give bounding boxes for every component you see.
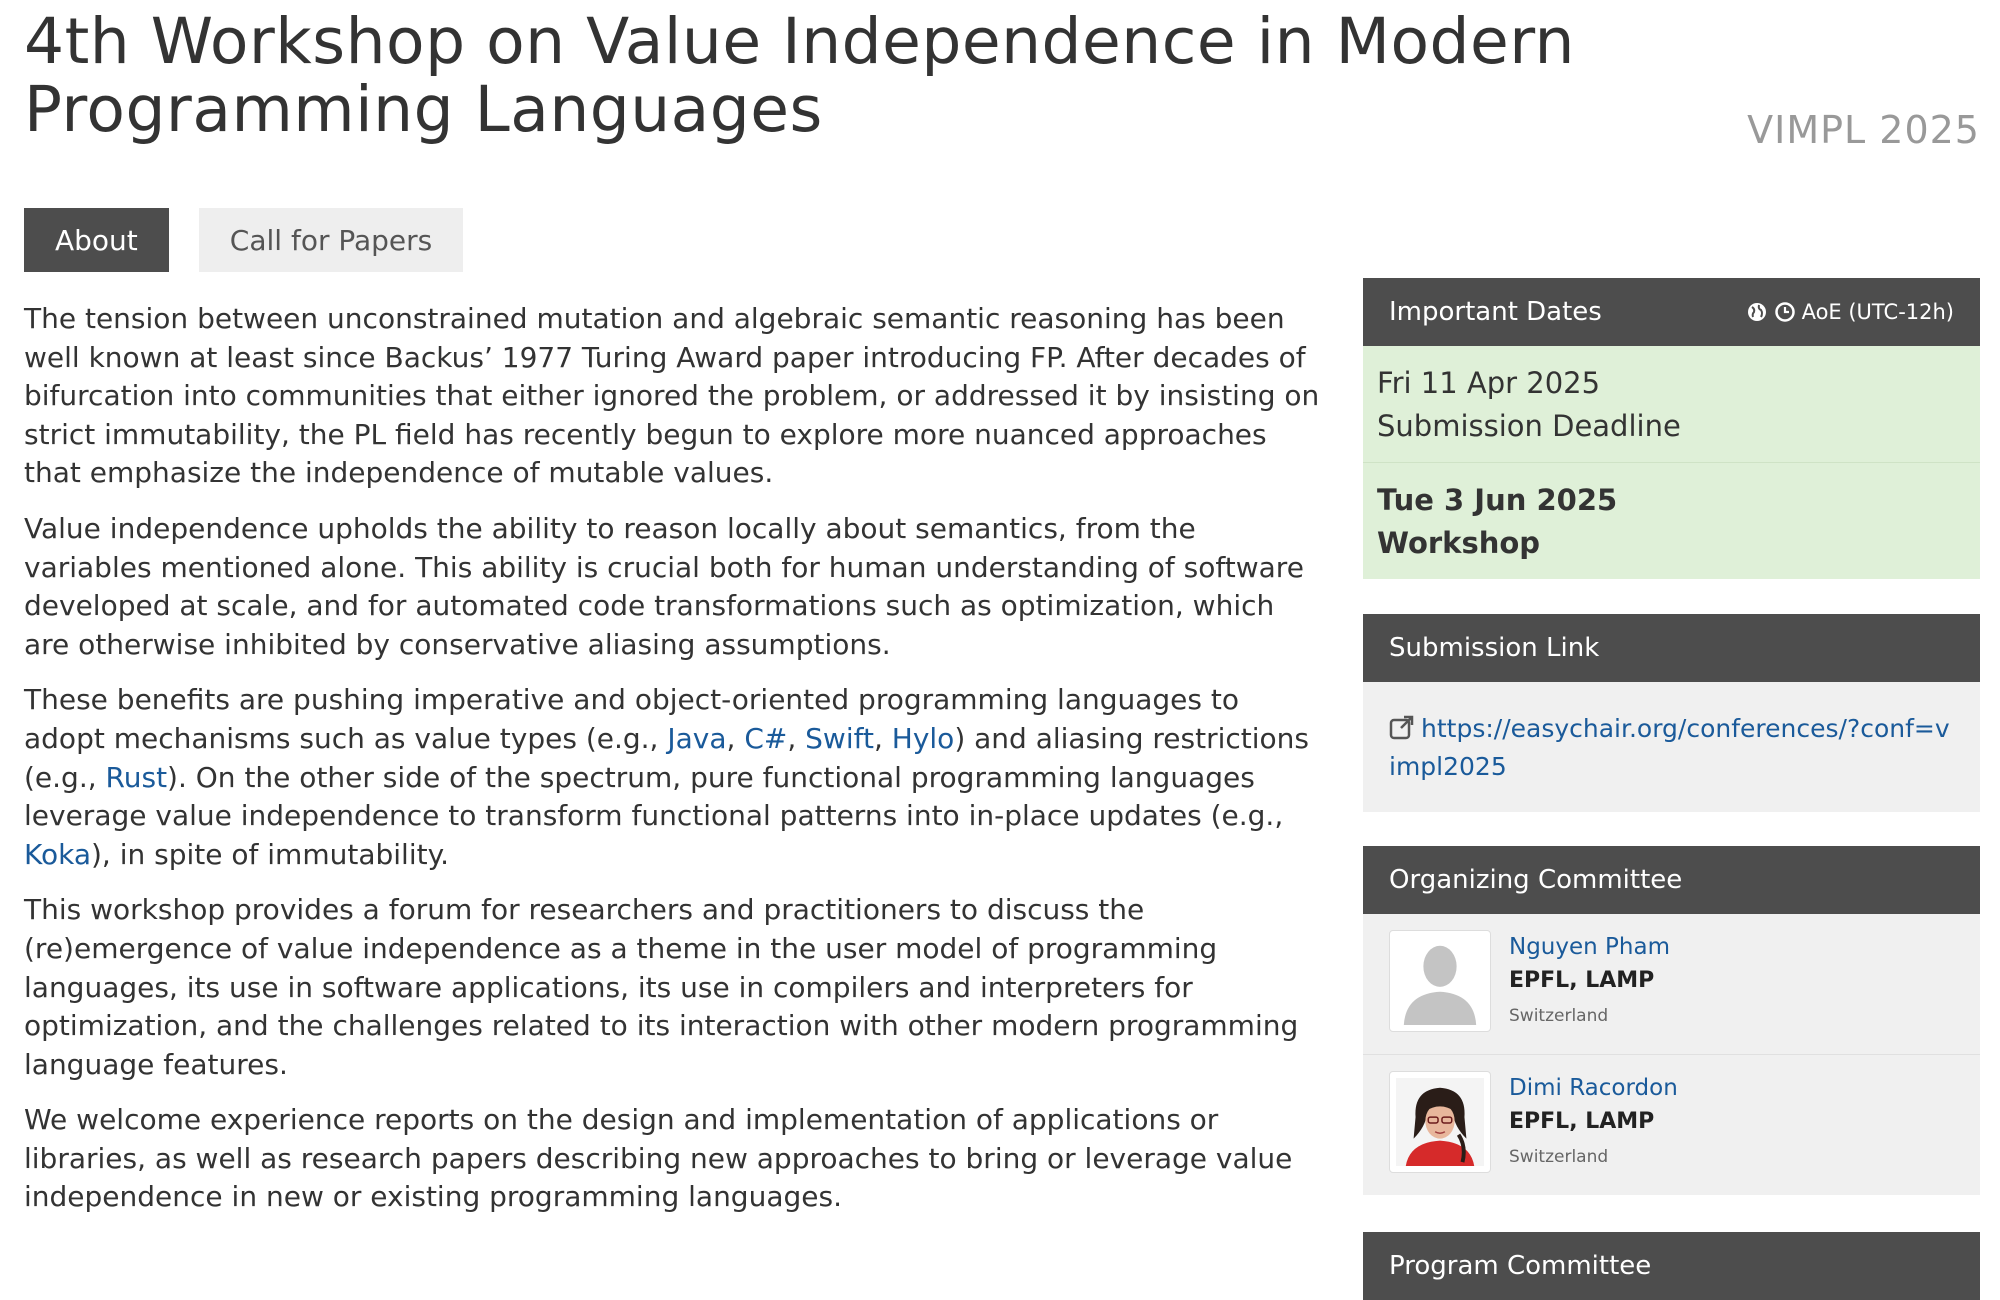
paragraph-text: ), in spite of immutability.: [90, 837, 450, 871]
date-item-submission[interactable]: [1363, 346, 1980, 462]
committee-member: [1363, 1054, 1980, 1195]
program-committee-title: Program Committee: [1389, 1251, 1652, 1281]
member-affiliation: EPFL, LAMP: [1509, 1109, 1655, 1134]
link-hylo[interactable]: Hylo: [891, 721, 955, 755]
organizing-committee-title: Organizing Committee: [1389, 865, 1683, 895]
member-affiliation: EPFL, LAMP: [1509, 968, 1655, 993]
program-committee-header: [1363, 1232, 1980, 1300]
tab-call-for-papers[interactable]: Call for Papers: [199, 208, 463, 272]
link-koka[interactable]: Koka: [24, 837, 91, 871]
paragraph-text: These benefits are pushing imperative and object-oriented programming languages to adopt mechanisms such as value types (e.g.,: [24, 683, 1239, 755]
organizing-committee-header: [1363, 846, 1980, 914]
tab-bar: [24, 208, 463, 272]
about-content: [24, 300, 1324, 1234]
member-name-link[interactable]: Dimi Racordon: [1509, 1075, 1678, 1101]
tab-about[interactable]: About: [24, 208, 169, 272]
clock-icon: [1774, 301, 1796, 323]
link-csharp[interactable]: C#: [744, 721, 788, 755]
link-swift[interactable]: Swift: [805, 721, 874, 755]
member-info: [1509, 930, 1670, 1034]
date-value: Tue 3 Jun 2025: [1377, 483, 1618, 517]
member-country: Switzerland: [1509, 1147, 1609, 1167]
submission-link-title: Submission Link: [1389, 633, 1600, 663]
member-country: Switzerland: [1509, 1006, 1609, 1026]
about-paragraph-1: The tension between unconstrained mutation and algebraic semantic reasoning has been well known at least since Backus’ 1977 Turing Award paper introducing FP. After decades of bifurcation into communities that either ignored the problem, or addressed it by insisting on strict immutability, the PL field has recently begun to explore more nuanced approaches that emphasize the independence of mutable values.: [24, 302, 1320, 490]
date-item-workshop[interactable]: [1363, 462, 1980, 579]
member-photo: [1396, 1078, 1484, 1166]
about-paragraph-5: We welcome experience reports on the design and implementation of applications or libraries, as well as research papers describing new approaches to bring or leverage value independence in new or existing programming languages.: [24, 1103, 1293, 1214]
avatar-placeholder[interactable]: [1389, 930, 1491, 1032]
page-title: 4th Workshop on Value Independence in Modern Programming Languages: [24, 5, 1575, 146]
organizing-committee-panel: [1363, 846, 1980, 1195]
paragraph-text: ,: [787, 721, 806, 755]
member-name-link[interactable]: Nguyen Pham: [1509, 934, 1670, 960]
submission-link-panel: [1363, 614, 1980, 812]
external-link-icon: [1389, 714, 1415, 740]
date-label: Workshop: [1377, 526, 1541, 560]
avatar-photo[interactable]: [1389, 1071, 1491, 1173]
submission-link-header: [1363, 614, 1980, 682]
member-info: [1509, 1071, 1678, 1175]
person-silhouette-icon: [1396, 937, 1484, 1025]
link-java[interactable]: Java: [667, 721, 727, 755]
important-dates-title: Important Dates: [1389, 297, 1602, 327]
about-paragraph-4: This workshop provides a forum for researchers and practitioners to discuss the (re)emergence of value independence as a theme in the user model of programming languages, its use in software applications, its use in compilers and interpreters for optimization, and the challenges related to its interaction with other modern programming language features.: [24, 893, 1299, 1081]
conference-acronym: VIMPL 2025: [1747, 108, 1980, 152]
committee-member: [1363, 914, 1980, 1054]
link-rust[interactable]: Rust: [105, 760, 168, 794]
about-paragraph-2: Value independence upholds the ability to reason locally about semantics, from the variables mentioned alone. This ability is crucial both for human understanding of software developed at scale, and for automated code transformations such as optimization, which are otherwise inhibited by conservative aliasing assumptions.: [24, 511, 1304, 661]
about-paragraph-3: [24, 681, 1324, 874]
paragraph-text: ) and aliasing restrictions (e.g.,: [24, 721, 1309, 794]
paragraph-text: ,: [873, 721, 892, 755]
program-committee-panel: [1363, 1232, 1980, 1300]
paragraph-text: ,: [726, 721, 745, 755]
date-value: Fri 11 Apr 2025: [1377, 366, 1601, 400]
submission-url-link[interactable]: https://easychair.org/conferences/?conf=vimpl2025: [1389, 714, 1950, 781]
globe-icon: [1746, 301, 1768, 323]
important-dates-header: [1363, 278, 1980, 346]
submission-link-body: [1363, 682, 1980, 812]
date-label: Submission Deadline: [1377, 409, 1681, 443]
important-dates-panel: [1363, 278, 1980, 579]
paragraph-text: ). On the other side of the spectrum, pure functional programming languages leverage value independence to transform functional patterns into in-place updates (e.g.,: [24, 760, 1284, 833]
timezone-label: AoE (UTC-12h): [1801, 300, 1954, 324]
timezone-indicator[interactable]: [1746, 300, 1954, 324]
